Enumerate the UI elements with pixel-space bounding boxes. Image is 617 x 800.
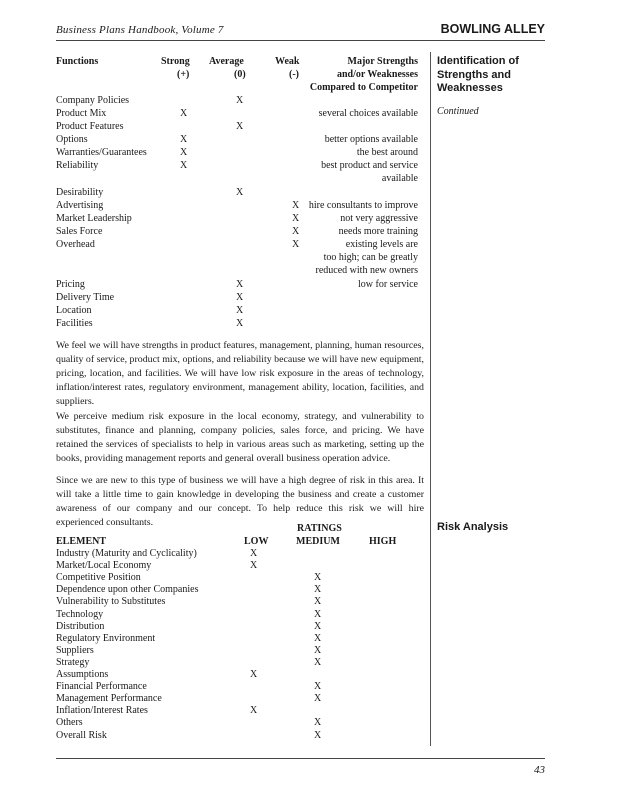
function-name: Facilities — [56, 318, 93, 329]
medium-mark: X — [314, 681, 322, 693]
comment-text: needs more training — [338, 226, 418, 237]
functions-header: Functions — [56, 56, 99, 67]
medium-mark: X — [314, 729, 322, 741]
chapter-title: BOWLING ALLEY — [440, 22, 545, 36]
medium-mark: X — [314, 572, 322, 584]
risk-table-row — [56, 693, 424, 705]
strong-mark: X — [180, 160, 188, 171]
medium-mark: X — [314, 608, 322, 620]
medium-header: MEDIUM — [296, 536, 340, 547]
medium-mark: X — [314, 620, 322, 632]
average-mark: X — [236, 292, 244, 303]
medium-mark: X — [314, 656, 322, 668]
low-mark: X — [250, 705, 258, 717]
low-mark: X — [250, 560, 258, 572]
function-name: Overhead — [56, 239, 95, 250]
risk-table-row — [56, 633, 424, 645]
sw-table-row — [56, 291, 424, 304]
risk-header-row — [56, 536, 424, 548]
high-header: HIGH — [369, 536, 397, 547]
function-name: Market Leadership — [56, 213, 132, 224]
function-name: Sales Force — [56, 226, 103, 237]
sidebar-continued-note: Continued — [437, 106, 479, 117]
sw-header-row-3 — [56, 81, 424, 94]
risk-element: Assumptions — [56, 669, 109, 680]
comment-text: low for service — [358, 279, 418, 290]
risk-table-row — [56, 596, 424, 608]
book-title: Business Plans Handbook, Volume 7 — [56, 24, 224, 36]
risk-element: Suppliers — [56, 644, 94, 656]
medium-mark: X — [314, 717, 322, 729]
average-header: Average — [209, 56, 244, 67]
risk-element: Dependence upon other Companies — [56, 584, 199, 596]
risk-element: Strategy — [56, 656, 90, 668]
low-mark: X — [250, 669, 258, 680]
header-rule — [56, 40, 545, 41]
risk-element: Distribution — [56, 620, 105, 632]
sw-table-row — [56, 251, 424, 264]
page-number: 43 — [534, 764, 545, 776]
function-name: Desirability — [56, 187, 104, 198]
sw-table-row — [56, 186, 424, 199]
element-header: ELEMENT — [56, 536, 107, 547]
average-mark: X — [236, 187, 244, 198]
function-name: Options — [56, 134, 88, 145]
sw-table-row — [56, 304, 424, 317]
strong-mark: X — [180, 134, 188, 145]
comment-text: existing levels are — [345, 239, 418, 250]
ratings-label-row — [56, 523, 424, 535]
risk-element: Competitive Position — [56, 572, 141, 584]
risk-table-row — [56, 730, 424, 742]
average-mark: X — [236, 305, 244, 316]
medium-mark: X — [314, 596, 322, 608]
low-header: LOW — [244, 536, 269, 547]
average-mark: X — [236, 318, 244, 329]
risk-table-row — [56, 584, 424, 596]
strong-symbol: (+) — [177, 69, 190, 80]
comment-text: better options available — [324, 134, 418, 145]
sw-table-row — [56, 133, 424, 146]
average-mark: X — [236, 95, 244, 106]
strong-mark: X — [180, 147, 188, 158]
comment-text: too high; can be greatly — [323, 252, 418, 263]
risk-element: Overall Risk — [56, 729, 107, 741]
comment-header-2: and/or Weaknesses — [336, 69, 418, 80]
ratings-label: RATINGS — [297, 523, 342, 534]
risk-table-row — [56, 548, 424, 560]
medium-mark: X — [314, 644, 322, 656]
sidebar-sw-title: Identification of Strengths and Weaknesses — [437, 55, 519, 94]
function-name: Reliability — [56, 160, 99, 171]
comment-text: available — [381, 173, 418, 184]
risk-table-row — [56, 609, 424, 621]
footer-rule — [56, 758, 545, 759]
function-name: Product Mix — [56, 108, 107, 119]
low-mark: X — [250, 548, 258, 559]
risk-element: Inflation/Interest Rates — [56, 705, 148, 717]
sw-table-row — [56, 264, 424, 277]
comment-text: the best around — [356, 147, 418, 158]
sw-header-row-1 — [56, 55, 424, 68]
sw-table-row — [56, 146, 424, 159]
function-name: Product Features — [56, 121, 124, 132]
risk-table-row — [56, 645, 424, 657]
sw-table-row — [56, 107, 424, 120]
column-divider — [430, 52, 431, 746]
weak-header: Weak — [275, 56, 300, 67]
function-name: Delivery Time — [56, 292, 115, 303]
sw-table-row — [56, 317, 424, 330]
risk-table-row — [56, 572, 424, 584]
risk-element: Management Performance — [56, 693, 162, 705]
risk-table-row — [56, 657, 424, 669]
sw-table-row — [56, 225, 424, 238]
risk-table-row — [56, 681, 424, 693]
paragraph-medium-risk: We perceive medium risk exposure in the local economy, strategy, and vulnerability to substitutes, finance and planning, company policies, sales force, and pricing. We have retained the services of specialists to help in various areas such as marketing, setting up the books, providing management reports and general overall business operation advice. — [56, 411, 424, 464]
comment-header-3: Compared to Competitor — [309, 82, 418, 93]
comment-text: not very aggressive — [340, 213, 418, 224]
weak-mark: X — [292, 226, 300, 237]
paragraph-high-risk: Since we are new to this type of business we will have a high degree of risk in this area. It will take a little time to gain knowledge in developing the business and create a customer awareness of our company and our concept. To help reduce this risk we will hire experienced consultants. — [56, 475, 424, 528]
comment-text: several choices available — [318, 108, 418, 119]
risk-table-row — [56, 705, 424, 717]
sw-table-row — [56, 159, 424, 172]
sw-table-row — [56, 172, 424, 185]
paragraph-strengths: We feel we will have strengths in product features, management, planning, human resources, quality of service, product mix, options, and reliability because we will have new equipment, pricing, location, and facilities. We will have low risk exposure in the areas of technology, inflation/interest rates, regulatory environment, management ability, location, facilities, and suppliers. — [56, 340, 424, 407]
weak-mark: X — [292, 239, 300, 250]
strong-mark: X — [180, 108, 188, 119]
sw-table-row — [56, 238, 424, 251]
risk-table-row — [56, 621, 424, 633]
weak-mark: X — [292, 200, 300, 211]
comment-text: best product and service — [321, 160, 418, 171]
risk-element: Industry (Maturity and Cyclicality) — [56, 548, 197, 559]
risk-element: Financial Performance — [56, 681, 147, 693]
function-name: Location — [56, 305, 92, 316]
medium-mark: X — [314, 693, 322, 705]
strong-header: Strong — [161, 56, 190, 67]
sw-table-row — [56, 120, 424, 133]
risk-element: Vulnerability to Substitutes — [56, 596, 166, 608]
comment-text: reduced with new owners — [315, 265, 418, 276]
average-mark: X — [236, 279, 244, 290]
average-mark: X — [236, 121, 244, 132]
risk-table-row — [56, 717, 424, 729]
risk-element: Regulatory Environment — [56, 632, 156, 644]
function-name: Pricing — [56, 279, 85, 290]
risk-element: Technology — [56, 608, 104, 620]
weak-symbol: (-) — [289, 69, 299, 80]
function-name: Advertising — [56, 200, 104, 211]
sidebar-risk-title: Risk Analysis — [437, 521, 509, 533]
average-symbol: (0) — [234, 69, 246, 80]
medium-mark: X — [314, 632, 322, 644]
risk-table-row — [56, 560, 424, 572]
medium-mark: X — [314, 584, 322, 596]
risk-element: Market/Local Economy — [56, 560, 152, 572]
sw-table-row — [56, 278, 424, 291]
sw-table-row — [56, 94, 424, 107]
sw-table-row — [56, 199, 424, 212]
risk-element: Others — [56, 717, 83, 729]
sw-header-row-2 — [56, 68, 424, 81]
function-name: Company Policies — [56, 95, 130, 106]
function-name: Warranties/Guarantees — [56, 147, 147, 158]
comment-header-1: Major Strengths — [347, 56, 418, 67]
weak-mark: X — [292, 213, 300, 224]
risk-table-row — [56, 669, 424, 681]
comment-text: hire consultants to improve — [308, 200, 418, 211]
sw-table-row — [56, 212, 424, 225]
